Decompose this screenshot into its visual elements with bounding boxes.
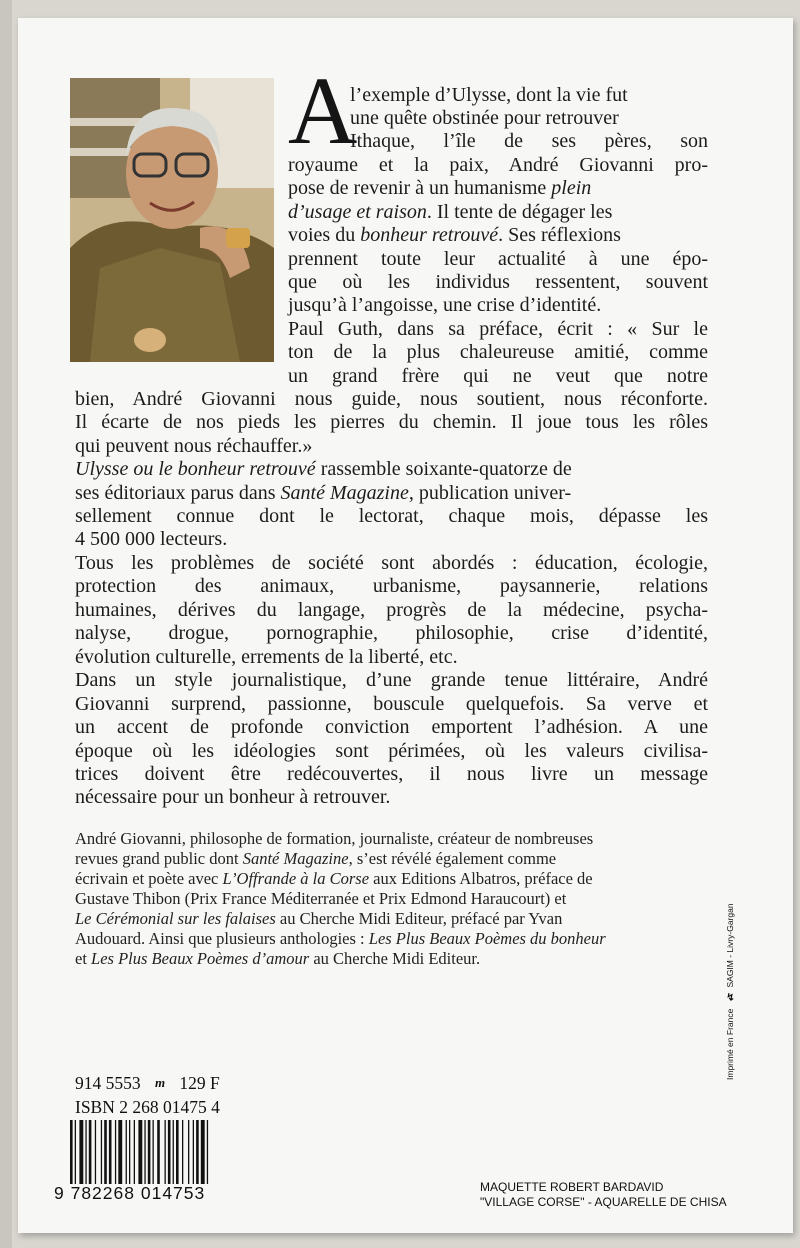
barcode-bar [138, 1120, 142, 1184]
quote-line-2: Il écarte de nos pieds les pierres du chemin. Il joue tous les rôles [75, 411, 708, 433]
para4-line-1: Dans un style journalistique, d’une grande tenue littéraire, André [75, 669, 708, 691]
barcode-bar [134, 1120, 135, 1184]
product-code-line [75, 1073, 220, 1094]
para4-line-6: nécessaire pour un bonheur à retrouver. [75, 786, 391, 808]
para2-line-4: 4 500 000 lecteurs. [75, 528, 228, 550]
publisher-logo: m [154, 1075, 166, 1090]
italic-plein: plein [551, 177, 592, 199]
barcode-bar [193, 1120, 194, 1184]
barcode-bar [70, 1120, 73, 1184]
intro-line-6: d’usage et raison. Il tente de dégager les [288, 201, 613, 223]
barcode-bar [201, 1120, 205, 1184]
intro-line-10: jusqu’à l’angoisse, une crise d’identité. [288, 294, 602, 316]
bio-line-5: Le Cérémonial sur les falaises au Cherche Midi Editeur, préfacé par Yvan [75, 909, 563, 928]
product-code: 914 5553 [75, 1073, 141, 1093]
barcode-bar [85, 1120, 86, 1184]
intro-line-13: un grand frère qui ne veut que notre [288, 365, 708, 387]
para4-line-3: un accent de profonde conviction emportent l’adhésion. A une [75, 716, 708, 738]
barcode-number: 9 782268 014753 [54, 1183, 206, 1203]
barcode-bar [157, 1120, 160, 1184]
barcode-bar [104, 1120, 107, 1184]
barcode-bar [79, 1120, 83, 1184]
bio-line-4: Gustave Thibon (Prix France Méditerranée et Prix Edmond Haraucourt) et [75, 889, 567, 908]
italic-book-title: Ulysse ou le bonheur retrouvé [75, 458, 316, 480]
italic-bonheur-retrouve: bonheur retrouvé [360, 224, 499, 246]
barcode-bar [101, 1120, 102, 1184]
italic-sante-magazine: Santé Magazine [280, 482, 409, 504]
italic-usage-raison: d’usage et raison [288, 201, 427, 223]
quote-line-3: qui peuvent nous réchauffer.» [75, 435, 313, 457]
bio-line-2: revues grand public dont Santé Magazine, s’est révélé également comme [75, 849, 557, 868]
bio-line-7: et Les Plus Beaux Poèmes d’amour au Cherche Midi Editeur. [75, 949, 481, 968]
intro-line-4: royaume et la paix, André Giovanni pro- [288, 154, 708, 176]
para3-line-5: évolution culturelle, errements de la liberté, etc. [75, 646, 458, 668]
printer-info [725, 903, 736, 1080]
drop-cap: A [288, 57, 358, 164]
book-spine-edge [0, 0, 12, 1248]
para2-line-2: ses éditoriaux parus dans Santé Magazine, publication univer- [75, 482, 572, 504]
barcode-bar [188, 1120, 189, 1184]
barcode-bar [207, 1120, 208, 1184]
barcode-bar [89, 1120, 92, 1184]
author-photo [70, 78, 274, 362]
barcode-bar [148, 1120, 151, 1184]
bio-line-3: écrivain et poète avec L’Offrande à la Corse aux Editions Albatros, préface de [75, 869, 593, 888]
barcode-bar [109, 1120, 112, 1184]
intro-line-11: Paul Guth, dans sa préface, écrit : « Sur le [288, 318, 708, 340]
barcode-bar [173, 1120, 174, 1184]
para2-line-1: Ulysse ou le bonheur retrouvé rassemble soixante-quatorze de [75, 458, 572, 480]
bio-line-6: Audouard. Ainsi que plusieurs anthologies : Les Plus Beaux Poèmes du bonheur [75, 929, 606, 948]
barcode-bar [129, 1120, 130, 1184]
intro-line-2: une quête obstinée pour retrouver [350, 107, 619, 129]
barcode-bar [118, 1120, 122, 1184]
barcode-bar [95, 1120, 96, 1184]
intro-line-3: Ithaque, l’île de ses pères, son [350, 130, 708, 152]
printer-name: SAGIM - Livry-Gargan [725, 903, 735, 988]
intro-line-7: voies du bonheur retrouvé. Ses réflexions [288, 224, 621, 246]
barcode [68, 1120, 260, 1184]
barcode-bar [115, 1120, 116, 1184]
barcode-bar [196, 1120, 199, 1184]
intro-line-8: prennent toute leur actualité à une épo- [288, 248, 708, 270]
bio-line-1: André Giovanni, philosophe de formation, journaliste, créateur de nombreuses [75, 829, 594, 848]
isbn: ISBN 2 268 01475 4 [75, 1097, 220, 1117]
quote-line-1: bien, André Giovanni nous guide, nous soutient, nous réconforte. [75, 388, 708, 410]
para3-line-3: humaines, dérives du langage, progrès de la médecine, psycha- [75, 599, 708, 621]
para4-line-4: époque où les idéologies sont périmées, où les valeurs civilisa- [75, 740, 708, 762]
printed-in-france: Imprimé en France [725, 1008, 735, 1080]
barcode-bar [75, 1120, 76, 1184]
para3-line-2: protection des animaux, urbanisme, paysannerie, relations [75, 575, 708, 597]
intro-line-9: que où les individus ressentent, souvent [288, 271, 708, 293]
para3-line-1: Tous les problèmes de société sont abordés : éducation, écologie, [75, 552, 708, 574]
intro-line-12: ton de la plus chaleureuse amitié, comme [288, 341, 708, 363]
credits-line-1: MAQUETTE ROBERT BARDAVID [480, 1180, 664, 1194]
para2-line-3: sellement connue dont le lectorat, chaque mois, dépasse les [75, 505, 708, 527]
para4-line-5: trices doivent être redécouvertes, il nous livre un message [75, 763, 708, 785]
barcode-bar [165, 1120, 166, 1184]
para3-line-4: nalyse, drogue, pornographie, philosophie, crise d’identité, [75, 622, 708, 644]
barcode-bar [168, 1120, 171, 1184]
barcode-bar [144, 1120, 145, 1184]
price: 129 F [179, 1073, 220, 1093]
para4-line-2: Giovanni surprend, passionne, bouscule quelquefois. Sa verve et [75, 693, 708, 715]
barcode-bar [182, 1120, 183, 1184]
barcode-bar [176, 1120, 179, 1184]
printer-logo-icon: ↯ [726, 992, 735, 1004]
intro-line-5: pose de revenir à un humanisme plein [288, 177, 592, 199]
barcode-bar [153, 1120, 154, 1184]
credits-line-2: "VILLAGE CORSE" - AQUARELLE DE CHISA [480, 1195, 727, 1209]
barcode-bar [126, 1120, 127, 1184]
intro-line-1: l’exemple d’Ulysse, dont la vie fut [350, 84, 628, 106]
